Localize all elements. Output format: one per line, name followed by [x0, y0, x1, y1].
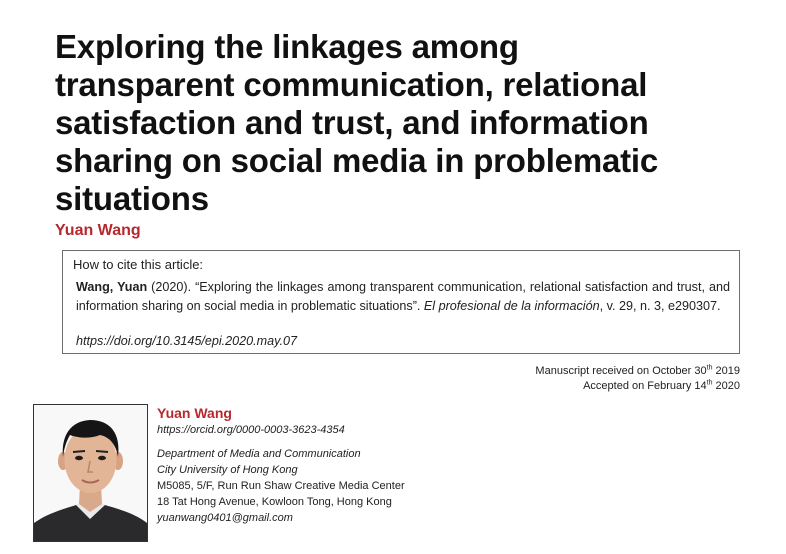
received-date: Manuscript received on October 30th 2019: [535, 364, 740, 377]
author-photo: [33, 404, 148, 542]
article-author: Yuan Wang: [55, 222, 141, 239]
author-portrait-icon: [34, 405, 147, 541]
profile-email-link[interactable]: yuanwang0401@gmail.com: [157, 512, 293, 524]
accepted-date: Accepted on February 14th 2020: [583, 379, 740, 392]
citation-volume: , v. 29, n. 3, e290307.: [599, 298, 721, 313]
citation-doi-link[interactable]: https://doi.org/10.3145/epi.2020.may.07: [76, 334, 298, 348]
title-line: sharing on social media in problematic: [55, 142, 659, 179]
title-line: situations: [55, 180, 209, 217]
author-profile: [157, 404, 405, 526]
profile-name: Yuan Wang: [157, 405, 232, 421]
profile-room: M5085, 5/F, Run Run Shaw Creative Media Center: [157, 480, 405, 492]
article-title: [55, 28, 755, 218]
manuscript-dates: [535, 364, 740, 394]
title-line: satisfaction and trust, and information: [55, 104, 649, 141]
title-line: transparent communication, relational: [55, 66, 648, 103]
citation-text: [76, 278, 730, 315]
profile-department: Department of Media and Communication: [157, 448, 361, 460]
citation-author: Wang, Yuan: [76, 280, 148, 294]
profile-street: 18 Tat Hong Avenue, Kowloon Tong, Hong Kong: [157, 496, 392, 508]
title-line: Exploring the linkages among: [55, 28, 519, 65]
citation-box: [62, 250, 740, 354]
citation-body: (2020). “Exploring the linkages among transparent communication, relational satisfaction and trust, and information sharing on social media in problematic situations”.: [76, 280, 730, 313]
citation-journal: El profesional de la información: [423, 298, 600, 313]
citation-label: How to cite this article:: [73, 257, 204, 272]
profile-university: City University of Hong Kong: [157, 464, 298, 476]
profile-orcid-link[interactable]: https://orcid.org/0000-0003-3623-4354: [157, 424, 345, 436]
